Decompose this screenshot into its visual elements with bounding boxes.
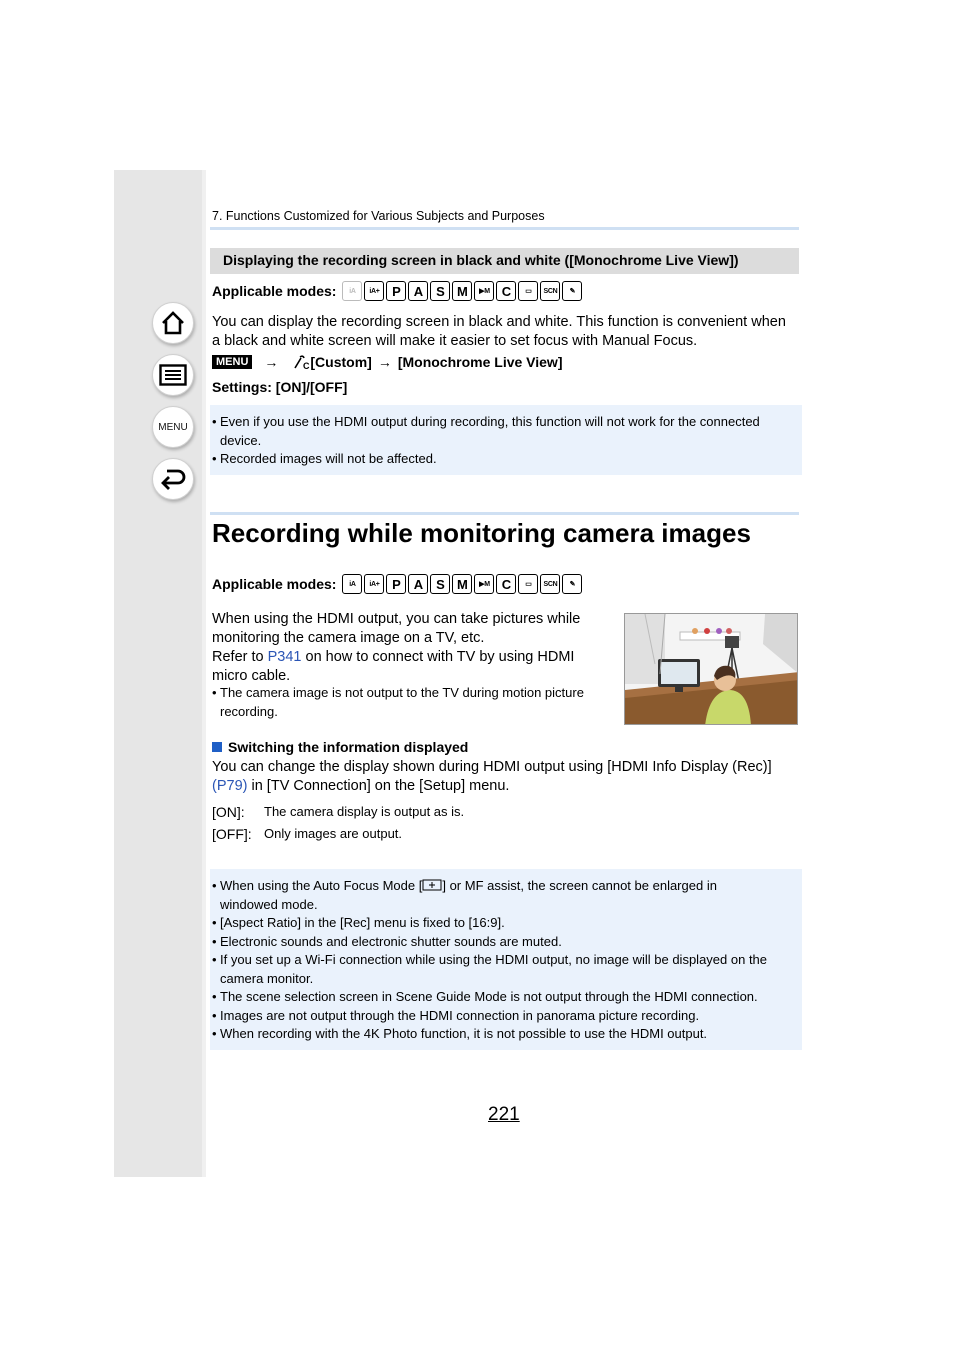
running-head-rule	[210, 227, 799, 230]
subsection-notes	[210, 405, 802, 475]
note-item: • Even if you use the HDMI output during recording, this function will not work for the connected device.	[212, 413, 798, 450]
mode-s-icon: S	[430, 281, 450, 301]
svg-text:C: C	[303, 361, 310, 370]
menu-button-label: MENU	[158, 421, 188, 433]
note-item: • Electronic sounds and electronic shutter sounds are muted.	[212, 933, 798, 952]
blue-square-icon	[212, 742, 222, 752]
menu-path-item: [Monochrome Live View]	[397, 354, 563, 370]
mode-panorama-icon: ▭	[518, 281, 538, 301]
applicable-modes-label: Applicable modes:	[212, 283, 337, 299]
section-rule	[210, 512, 799, 515]
mode-m-icon: M	[452, 281, 472, 301]
mode-ia-plus-icon: iA+	[364, 281, 384, 301]
section-intro: When using the HDMI output, you can take pictures while monitoring the camera image on a TV, etc. Refer to P341 on how to connect with TV by using HDMI micro cable.	[212, 611, 581, 684]
mode-movie-m-icon: ▶M	[474, 281, 494, 301]
af-area-icon	[422, 879, 442, 891]
sidebar-edge	[202, 170, 206, 1177]
menu-path	[212, 354, 563, 370]
note-item: • [Aspect Ratio] in the [Rec] menu is fixed to [16:9].	[212, 914, 798, 933]
section-notes	[210, 869, 802, 1050]
switch-description: You can change the display shown during HDMI output using [HDMI Info Display (Rec)] (P79) in [TV Connection] on the [Setup] menu.	[212, 759, 772, 794]
mode-ia-icon: iA	[342, 574, 362, 594]
mode-m-icon: M	[452, 574, 472, 594]
list-icon	[159, 364, 187, 386]
menu-path-custom: [Custom]	[310, 354, 372, 370]
mode-a-icon: A	[408, 281, 428, 301]
note-item: • Recorded images will not be affected.	[212, 450, 798, 469]
tv-monitoring-illustration	[624, 613, 798, 725]
mode-ia-plus-icon: iA+	[364, 574, 384, 594]
custom-wrench-icon	[292, 354, 310, 370]
menu-button[interactable]	[152, 406, 194, 448]
mode-movie-m-icon: ▶M	[474, 574, 494, 594]
section-title: Recording while monitoring camera images	[212, 518, 751, 548]
mode-scn-icon: SCN	[540, 574, 560, 594]
page-number: 221	[488, 1104, 520, 1125]
contents-button[interactable]	[152, 354, 194, 396]
mode-creative-icon: ✎	[562, 574, 582, 594]
home-button[interactable]	[152, 302, 194, 344]
applicable-modes-1	[212, 281, 584, 301]
p79-link[interactable]: (P79)	[212, 778, 248, 794]
mode-a-icon: A	[408, 574, 428, 594]
running-head: 7. Functions Customized for Various Subjects and Purposes	[212, 209, 545, 223]
arrow: →	[377, 354, 392, 370]
home-icon	[160, 310, 186, 336]
back-button[interactable]	[152, 458, 194, 500]
note-item: • The scene selection screen in Scene Guide Mode is not output through the HDMI connection.	[212, 988, 798, 1007]
mode-scn-icon: SCN	[540, 281, 560, 301]
mode-s-icon: S	[430, 574, 450, 594]
subsection-description: You can display the recording screen in black and white. This function is convenient when a black and white screen will make it easier to set focus with Manual Focus.	[212, 314, 786, 349]
switch-heading: Switching the information displayed	[212, 739, 468, 755]
mode-creative-icon: ✎	[562, 281, 582, 301]
definition-off: [OFF]: Only images are output.	[212, 826, 403, 842]
definition-on: [ON]: The camera display is output as is.	[212, 804, 465, 820]
subsection-title: Displaying the recording screen in black and white ([Monochrome Live View])	[210, 248, 799, 274]
note-item: • When recording with the 4K Photo function, it is not possible to use the HDMI output.	[212, 1025, 798, 1044]
p341-link[interactable]: P341	[267, 649, 302, 665]
return-icon	[160, 467, 186, 491]
settings-line: Settings: [ON]/[OFF]	[212, 379, 348, 395]
mode-p-icon: P	[386, 574, 406, 594]
menu-chip: MENU	[212, 355, 252, 369]
arrow: →	[264, 354, 279, 370]
note-item: • When using the Auto Focus Mode [ ] or MF assist, the screen cannot be enlarged in windowed mode.	[212, 877, 798, 914]
applicable-modes-label: Applicable modes:	[212, 576, 337, 592]
mode-p-icon: P	[386, 281, 406, 301]
note-item: • If you set up a Wi-Fi connection while using the HDMI output, no image will be displayed on the camera monitor.	[212, 951, 798, 988]
mode-c-icon: C	[496, 281, 516, 301]
applicable-modes-2	[212, 574, 584, 594]
motion-picture-note: • The camera image is not output to the TV during motion picture recording.	[212, 683, 612, 721]
mode-ia-icon: iA	[342, 281, 362, 301]
note-item: • Images are not output through the HDMI connection in panorama picture recording.	[212, 1007, 798, 1026]
mode-panorama-icon: ▭	[518, 574, 538, 594]
mode-c-icon: C	[496, 574, 516, 594]
